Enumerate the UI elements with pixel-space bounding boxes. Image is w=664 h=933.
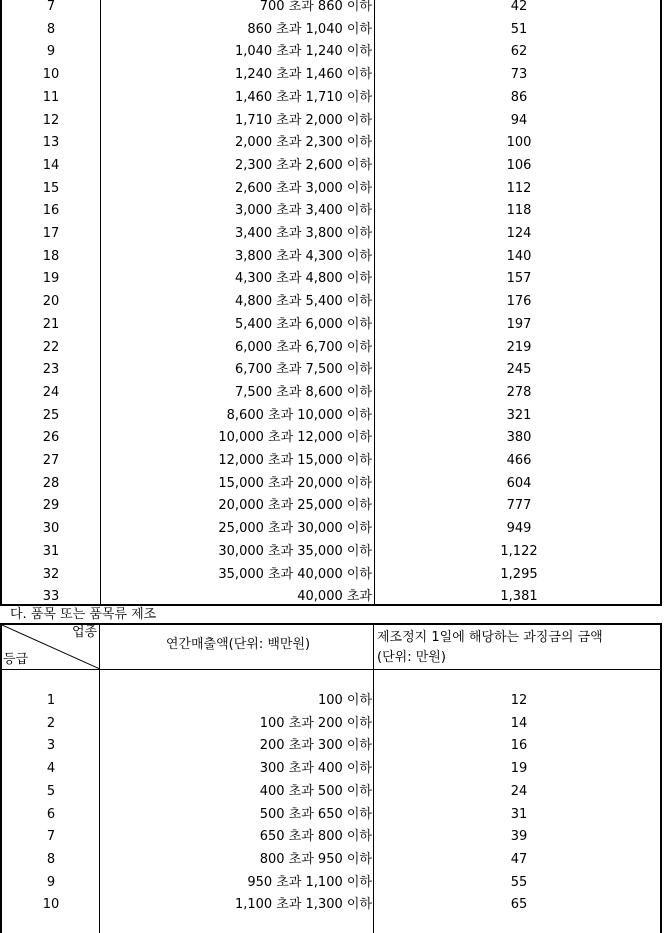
sales-range-cell: 860 초과 1,040 이하 [247, 21, 372, 37]
grade-cell: 2 [46, 715, 56, 731]
sales-range-cell: 35,000 초과 40,000 이하 [218, 566, 372, 582]
penalty-amount-cell: 39 [510, 829, 528, 845]
table-row [2, 872, 660, 894]
penalty-amount-cell: 1,381 [500, 589, 538, 605]
sales-range-cell: 6,700 초과 7,500 이하 [234, 362, 372, 378]
penalty-amount-cell: 65 [510, 897, 528, 913]
sales-range-cell: 3,400 초과 3,800 이하 [234, 226, 372, 241]
table-row [2, 586, 660, 608]
sales-range-cell: 200 초과 300 이하 [259, 738, 372, 754]
sales-range-cell: 1,240 초과 1,460 이하 [234, 67, 372, 83]
grade-cell: 9 [46, 44, 56, 60]
sales-range-cell: 3,000 초과 3,400 이하 [234, 203, 372, 219]
sales-range-cell: 30,000 초과 35,000 이하 [218, 543, 372, 559]
sales-range-cell: 1,460 초과 1,710 이하 [234, 89, 372, 105]
grade-cell: 29 [42, 498, 60, 514]
penalty-amount-cell: 176 [506, 294, 532, 310]
grade-cell: 5 [46, 783, 56, 799]
penalty-amount-cell: 777 [506, 498, 532, 514]
grade-cell: 23 [42, 362, 60, 378]
table-row [2, 758, 660, 780]
grade-cell: 31 [42, 543, 60, 559]
grade-cell: 30 [42, 521, 60, 537]
table-row [2, 713, 660, 735]
table-row [2, 19, 660, 41]
grade-cell: 10 [42, 897, 60, 913]
grade-cell: 16 [42, 203, 60, 219]
sales-range-cell: 2,300 초과 2,600 이하 [234, 157, 372, 173]
header-penalty-line1: 제조정지 1일에 해당하는 과징금의 금액 [377, 630, 603, 645]
penalty-amount-cell: 140 [506, 248, 532, 264]
sales-range-cell: 950 초과 1,100 이하 [247, 874, 372, 890]
penalty-amount-cell: 1,295 [500, 566, 538, 582]
grade-cell: 17 [42, 226, 60, 241]
sales-range-cell: 100 이하 [317, 693, 372, 708]
grade-cell: 26 [42, 430, 60, 446]
grade-cell: 10 [42, 67, 60, 83]
table-row [2, 223, 660, 245]
table-row [2, 564, 660, 586]
penalty-amount-cell: 73 [510, 67, 528, 83]
sales-range-cell: 25,000 초과 30,000 이하 [218, 521, 372, 537]
header-annual-sales: 연간매출액(단위: 백만원) [165, 637, 311, 652]
sales-range-cell: 800 초과 950 이하 [259, 851, 372, 867]
table-row [2, 735, 660, 757]
penalty-amount-cell: 100 [506, 135, 532, 151]
penalty-amount-cell: 321 [506, 407, 532, 423]
sales-range-cell: 5,400 초과 6,000 이하 [234, 316, 372, 332]
grade-cell: 1 [46, 693, 56, 708]
grade-cell: 8 [46, 21, 56, 37]
table-row [2, 291, 660, 313]
sales-range-cell: 15,000 초과 20,000 이하 [218, 475, 372, 491]
grade-cell: 22 [42, 339, 60, 355]
table-row [2, 359, 660, 381]
grade-cell: 19 [42, 271, 60, 287]
penalty-amount-cell: 949 [506, 521, 532, 537]
table-row [2, 110, 660, 132]
grade-cell: 33 [42, 589, 60, 605]
table-row [2, 200, 660, 222]
table-row [2, 268, 660, 290]
penalty-amount-cell: 16 [510, 738, 528, 754]
penalty-amount-cell: 106 [506, 157, 532, 173]
penalty-amount-cell: 55 [510, 874, 528, 890]
grade-cell: 21 [42, 316, 60, 332]
table-row [2, 473, 660, 495]
sales-range-cell: 7,500 초과 8,600 이하 [234, 384, 372, 400]
sales-range-cell: 1,710 초과 2,000 이하 [234, 112, 372, 128]
table-row [2, 450, 660, 472]
penalty-amount-cell: 31 [510, 806, 528, 822]
sales-range-cell: 8,600 초과 10,000 이하 [226, 407, 372, 423]
grade-cell: 3 [46, 738, 56, 754]
sales-range-cell: 4,300 초과 4,800 이하 [234, 271, 372, 287]
sales-range-cell: 400 초과 500 이하 [259, 783, 372, 799]
penalty-amount-cell: 42 [510, 0, 528, 14]
grade-cell: 12 [42, 112, 60, 128]
grade-cell: 7 [46, 0, 56, 14]
penalty-amount-cell: 14 [510, 715, 528, 731]
sales-range-cell: 3,800 초과 4,300 이하 [234, 248, 372, 264]
penalty-amount-cell: 124 [506, 226, 532, 241]
table-row [2, 178, 660, 200]
grade-cell: 27 [42, 453, 60, 468]
penalty-amount-cell: 278 [506, 384, 532, 400]
table-row [2, 541, 660, 563]
penalty-amount-cell: 1,122 [500, 543, 538, 559]
table-row [2, 64, 660, 86]
grade-cell: 14 [42, 157, 60, 173]
penalty-amount-cell: 380 [506, 430, 532, 446]
table-row [2, 826, 660, 848]
grade-cell: 25 [42, 407, 60, 423]
grade-cell: 18 [42, 248, 60, 264]
penalty-amount-cell: 197 [506, 316, 532, 332]
penalty-amount-cell: 245 [506, 362, 532, 378]
table-row [2, 894, 660, 916]
penalty-amount-cell: 24 [510, 783, 528, 799]
sales-range-cell: 2,000 초과 2,300 이하 [234, 135, 372, 151]
grade-cell: 32 [42, 566, 60, 582]
grade-cell: 13 [42, 135, 60, 151]
table-row [2, 518, 660, 540]
penalty-amount-cell: 94 [510, 112, 528, 128]
penalty-amount-cell: 157 [506, 271, 532, 287]
penalty-amount-cell: 51 [510, 21, 528, 37]
table-row [2, 690, 660, 712]
grade-cell: 8 [46, 851, 56, 867]
sales-range-cell: 4,800 초과 5,400 이하 [234, 294, 372, 310]
penalty-amount-cell: 604 [506, 475, 532, 491]
grade-cell: 11 [42, 89, 60, 105]
table-row [2, 849, 660, 871]
section-title: 다. 품목 또는 품목류 제조 [10, 607, 157, 622]
grade-cell: 24 [42, 384, 60, 400]
penalty-amount-cell: 118 [506, 203, 532, 219]
table-row [2, 314, 660, 336]
header-penalty-unit: (단위: 만원) [377, 650, 446, 665]
penalty-amount-cell: 62 [510, 44, 528, 60]
penalty-amount-cell: 12 [510, 693, 528, 708]
grade-cell: 20 [42, 294, 60, 310]
grade-cell: 15 [42, 180, 60, 196]
sales-range-cell: 20,000 초과 25,000 이하 [218, 498, 372, 514]
sales-range-cell: 650 초과 800 이하 [259, 829, 372, 845]
table-row [2, 337, 660, 359]
sales-range-cell: 6,000 초과 6,700 이하 [234, 339, 372, 355]
penalty-amount-cell: 219 [506, 339, 532, 355]
sales-range-cell: 10,000 초과 12,000 이하 [218, 430, 372, 446]
header-penalty-amount [377, 628, 657, 668]
sales-range-cell: 300 초과 400 이하 [259, 761, 372, 777]
grade-cell: 7 [46, 829, 56, 845]
table-row [2, 382, 660, 404]
sales-range-cell: 12,000 초과 15,000 이하 [218, 453, 372, 468]
table-row [2, 495, 660, 517]
sales-range-cell: 1,100 초과 1,300 이하 [234, 897, 372, 913]
sales-range-cell: 2,600 초과 3,000 이하 [234, 180, 372, 196]
penalty-amount-cell: 19 [510, 761, 528, 777]
sales-range-cell: 1,040 초과 1,240 이하 [234, 44, 372, 60]
penalty-amount-cell: 466 [506, 453, 532, 468]
header-divider [2, 669, 660, 670]
table-row [2, 246, 660, 268]
sales-range-cell: 40,000 초과 [297, 589, 372, 605]
table-row [2, 155, 660, 177]
table-row [2, 405, 660, 427]
sales-range-cell: 500 초과 650 이하 [259, 806, 372, 822]
header-industry-label: 업종 [72, 625, 98, 640]
table-row [2, 0, 660, 18]
penalty-amount-cell: 86 [510, 89, 528, 105]
sales-range-cell: 100 초과 200 이하 [259, 715, 372, 731]
grade-cell: 9 [46, 874, 56, 890]
header-grade-label: 등급 [3, 652, 29, 667]
penalty-amount-cell: 112 [506, 180, 532, 196]
table-row [2, 804, 660, 826]
grade-cell: 6 [46, 806, 56, 822]
table-row [2, 132, 660, 154]
table-row [2, 427, 660, 449]
manufacturing-penalty-table [0, 623, 662, 933]
table-row [2, 41, 660, 63]
grade-cell: 4 [46, 761, 56, 777]
table-row [2, 87, 660, 109]
grade-cell: 28 [42, 475, 60, 491]
penalty-amount-cell: 47 [510, 851, 528, 867]
table-row [2, 781, 660, 803]
sales-range-cell: 700 초과 860 이하 [259, 0, 372, 14]
